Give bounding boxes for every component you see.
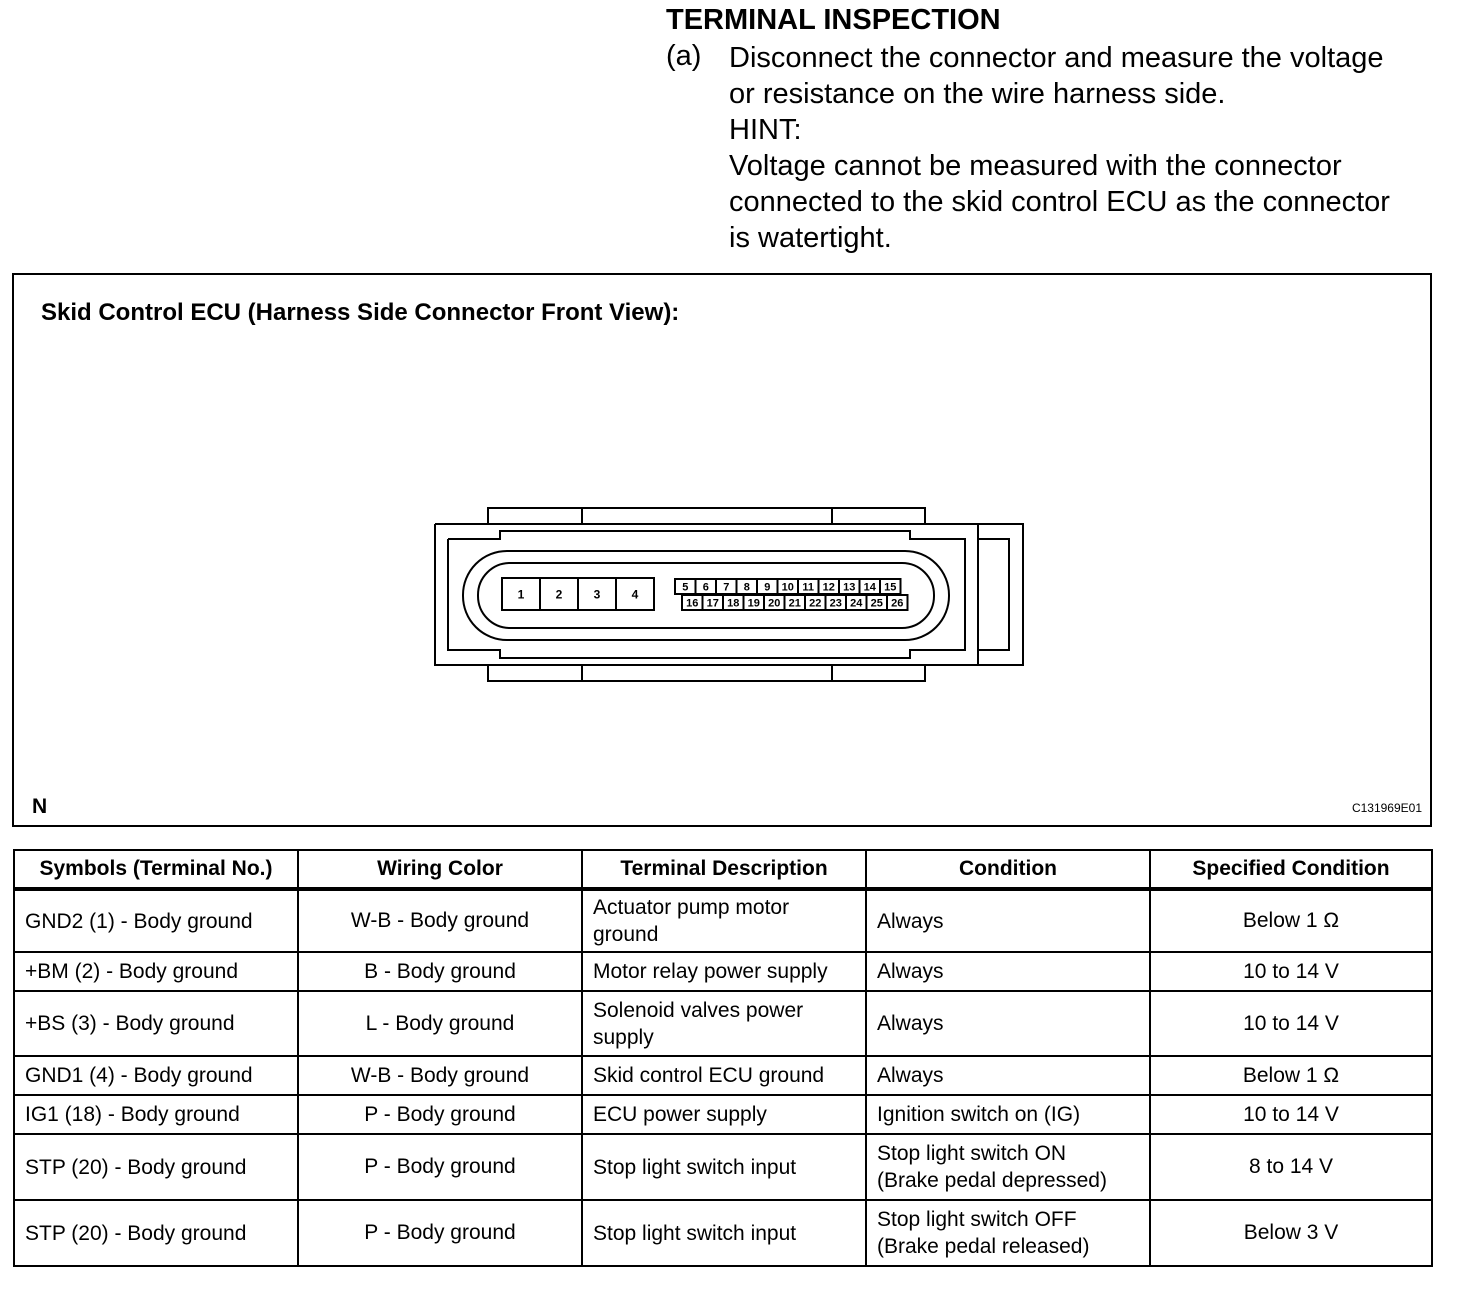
- condition-line: Always: [877, 1064, 944, 1087]
- description-cell: [582, 1200, 866, 1266]
- specified-condition-cell: Below 3 V: [1150, 1200, 1432, 1266]
- symbol-cell: +BM (2) - Body ground: [14, 952, 298, 991]
- table-row: [14, 889, 1432, 952]
- condition-line: (Brake pedal released): [877, 1235, 1090, 1258]
- connector-pin-label: 3: [593, 587, 601, 602]
- condition-cell: [866, 1056, 1150, 1095]
- figure-title: Skid Control ECU (Harness Side Connector Front View):: [41, 299, 680, 326]
- connector-pin-label: 12: [822, 581, 835, 594]
- figure-mark: N: [32, 795, 48, 818]
- condition-line: Always: [877, 1012, 944, 1035]
- header-specified-condition: Specified Condition: [1150, 850, 1432, 889]
- step-line: HINT:: [729, 114, 802, 146]
- step-line: Disconnect the connector and measure the voltage: [729, 42, 1384, 74]
- connector-figure: [12, 273, 1432, 827]
- condition-line: Stop light switch ON: [877, 1142, 1067, 1165]
- connector-pin-label: 22: [809, 597, 822, 610]
- connector-pin-label: 6: [702, 581, 709, 594]
- connector-pin-label: 1: [517, 587, 525, 602]
- description-cell: [582, 1095, 866, 1134]
- connector-pin-label: 7: [723, 581, 730, 594]
- header-condition: Condition: [866, 850, 1150, 889]
- condition-line: Always: [877, 960, 944, 983]
- step-line: connected to the skid control ECU as the connector: [729, 186, 1390, 218]
- wiring-color-cell: L - Body ground: [298, 991, 582, 1056]
- table-row: [14, 1056, 1432, 1095]
- connector-pin-label: 24: [850, 597, 863, 610]
- condition-line: Ignition switch on (IG): [877, 1103, 1081, 1126]
- table-row: [14, 1095, 1432, 1134]
- connector-pin-label: 11: [802, 581, 815, 594]
- step-text: [729, 40, 1390, 256]
- header-wiring-color: Wiring Color: [298, 850, 582, 889]
- connector-pin-label: 4: [631, 587, 639, 602]
- terminal-spec-table: [13, 849, 1433, 1267]
- connector-diagram: [14, 275, 1430, 825]
- symbol-cell: +BS (3) - Body ground: [14, 991, 298, 1056]
- wiring-color-cell: W-B - Body ground: [298, 1056, 582, 1095]
- connector-pin-label: 17: [706, 597, 719, 610]
- step-line: is watertight.: [729, 222, 892, 254]
- condition-cell: [866, 889, 1150, 952]
- description-line: Solenoid valves power: [593, 998, 804, 1022]
- connector-pin-label: 20: [768, 597, 781, 610]
- symbol-cell: GND1 (4) - Body ground: [14, 1056, 298, 1095]
- description-cell: [582, 952, 866, 991]
- table-row: [14, 952, 1432, 991]
- section-heading: TERMINAL INSPECTION: [666, 4, 1001, 36]
- header-terminal-description: Terminal Description: [582, 850, 866, 889]
- specified-condition-cell: 10 to 14 V: [1150, 952, 1432, 991]
- wiring-color-cell: P - Body ground: [298, 1134, 582, 1200]
- wiring-color-cell: W-B - Body ground: [298, 889, 582, 952]
- connector-pin-label: 25: [870, 597, 883, 610]
- figure-code: C131969E01: [1351, 801, 1422, 815]
- description-line: Skid control ECU ground: [593, 1064, 825, 1087]
- connector-pin-label: 2: [555, 587, 563, 602]
- connector-pin-label: 8: [743, 581, 750, 594]
- symbol-cell: STP (20) - Body ground: [14, 1200, 298, 1266]
- description-line: ECU power supply: [593, 1103, 767, 1126]
- symbol-cell: IG1 (18) - Body ground: [14, 1095, 298, 1134]
- step-line: Voltage cannot be measured with the connector: [729, 150, 1342, 182]
- description-line: Actuator pump motor: [593, 896, 790, 919]
- wiring-color-cell: P - Body ground: [298, 1095, 582, 1134]
- connector-pin-label: 5: [682, 581, 689, 594]
- connector-pin-label: 10: [781, 581, 794, 594]
- wiring-color-cell: B - Body ground: [298, 952, 582, 991]
- step-line: or resistance on the wire harness side.: [729, 78, 1226, 110]
- condition-cell: [866, 991, 1150, 1056]
- header-symbols: Symbols (Terminal No.): [14, 850, 298, 889]
- specified-condition-cell: 10 to 14 V: [1150, 991, 1432, 1056]
- description-cell: [582, 991, 866, 1056]
- condition-line: Stop light switch OFF: [877, 1208, 1077, 1231]
- symbol-cell: GND2 (1) - Body ground: [14, 889, 298, 952]
- description-line: Motor relay power supply: [593, 960, 828, 983]
- connector-pin-label: 21: [788, 597, 801, 610]
- condition-cell: [866, 1134, 1150, 1200]
- description-line: Stop light switch input: [593, 1221, 797, 1245]
- table-row: [14, 991, 1432, 1056]
- connector-pin-label: 15: [884, 581, 897, 594]
- description-line: ground: [593, 923, 659, 946]
- condition-cell: [866, 1200, 1150, 1266]
- specified-condition-cell: 8 to 14 V: [1150, 1134, 1432, 1200]
- wiring-color-cell: P - Body ground: [298, 1200, 582, 1266]
- connector-pin-label: 16: [686, 597, 699, 610]
- description-cell: [582, 1056, 866, 1095]
- connector-pin-label: 18: [727, 597, 740, 610]
- connector-pin-label: 23: [829, 597, 842, 610]
- connector-latch: [978, 524, 1023, 665]
- description-line: supply: [593, 1025, 654, 1049]
- specified-condition-cell: Below 1 Ω: [1150, 1056, 1432, 1095]
- description-line: Stop light switch input: [593, 1155, 797, 1179]
- connector-pin-label: 26: [891, 597, 904, 610]
- condition-cell: [866, 952, 1150, 991]
- step-label: (a): [666, 40, 702, 72]
- table-header-row: [14, 850, 1432, 889]
- condition-line: Always: [877, 909, 944, 933]
- connector-pin-label: 14: [863, 581, 876, 594]
- connector-pin-label: 9: [764, 581, 771, 594]
- specified-condition-cell: 10 to 14 V: [1150, 1095, 1432, 1134]
- condition-line: (Brake pedal depressed): [877, 1169, 1107, 1192]
- description-cell: [582, 1134, 866, 1200]
- connector-pin-label: 19: [747, 597, 760, 610]
- symbol-cell: STP (20) - Body ground: [14, 1134, 298, 1200]
- connector-pin-label: 13: [843, 581, 856, 594]
- condition-cell: [866, 1095, 1150, 1134]
- table-row: [14, 1134, 1432, 1200]
- table-row: [14, 1200, 1432, 1266]
- description-cell: [582, 889, 866, 952]
- specified-condition-cell: Below 1 Ω: [1150, 889, 1432, 952]
